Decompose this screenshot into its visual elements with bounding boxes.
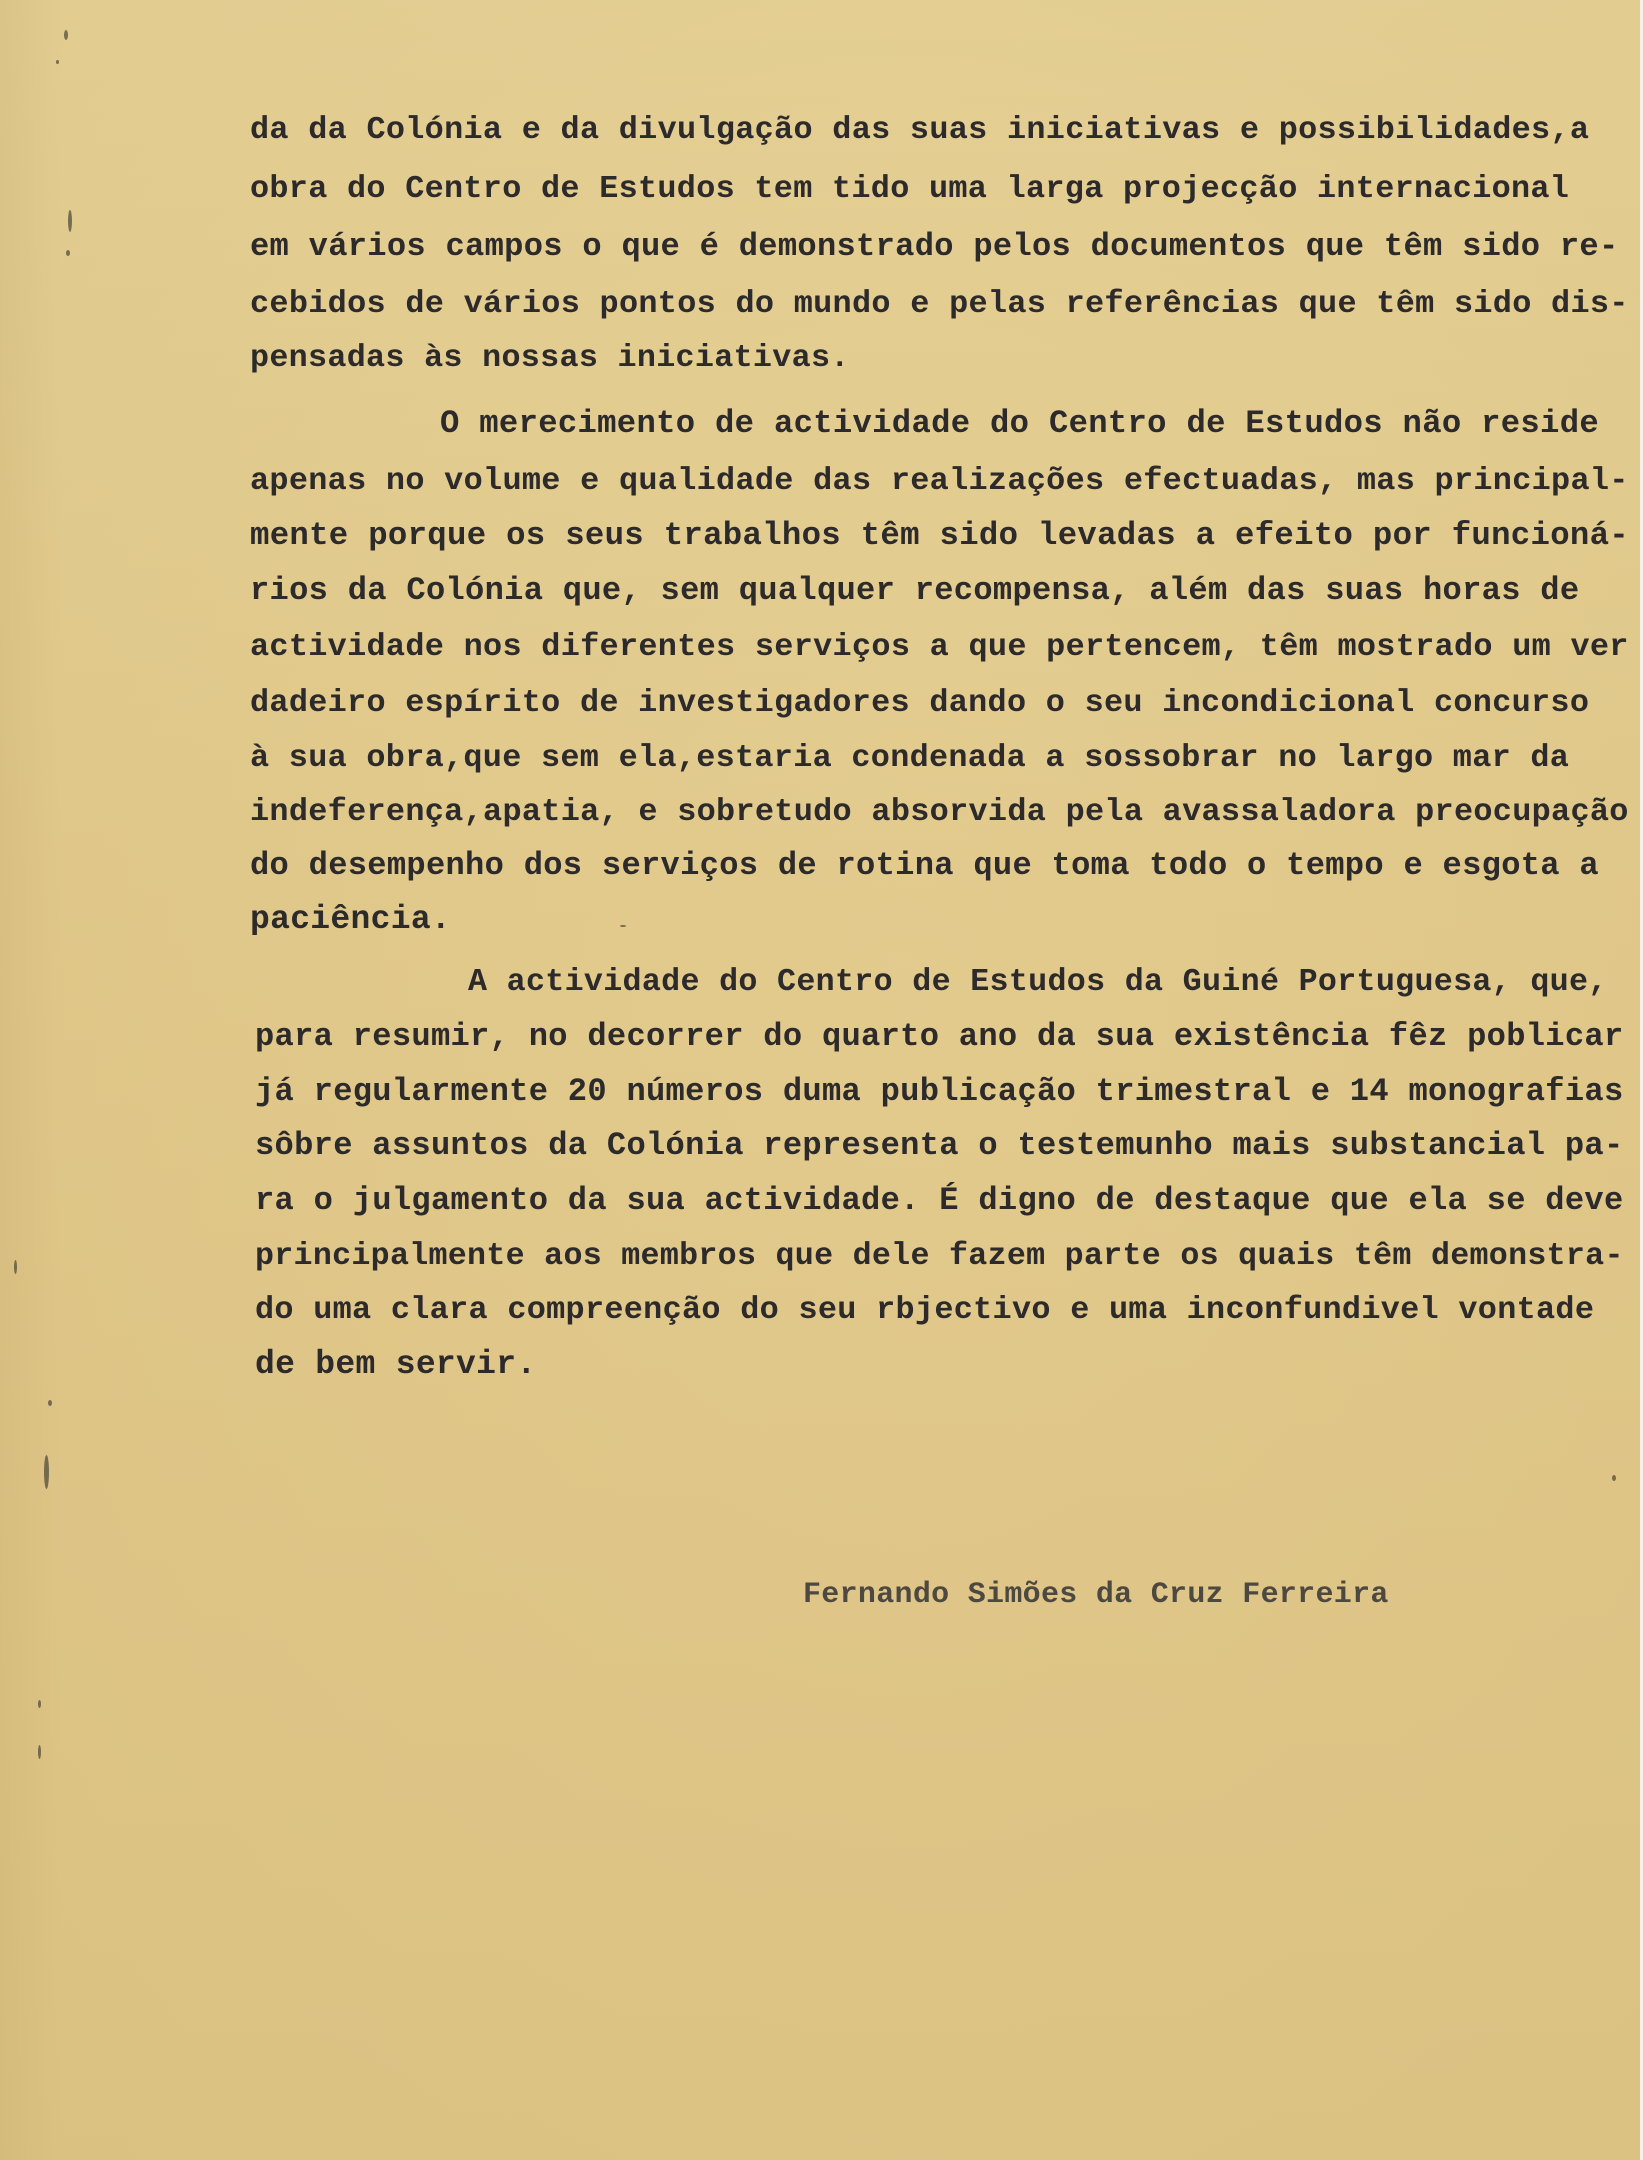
text-line: já regularmente 20 números duma publicação trimestral e 14 monografias bbox=[255, 1073, 1624, 1110]
text-line: pensadas às nossas iniciativas. bbox=[250, 340, 850, 376]
text-line: dadeiro espírito de investigadores dando o seu incondicional concurso bbox=[250, 684, 1590, 721]
text-line: ra o julgamento da sua actividade. É digno de destaque que ela se deve bbox=[255, 1182, 1624, 1219]
margin-speck bbox=[48, 1400, 52, 1406]
text-line: principalmente aos membros que dele fazem parte os quais têm demonstra- bbox=[255, 1238, 1624, 1274]
margin-speck bbox=[68, 210, 72, 232]
text-line: obra do Centro de Estudos tem tido uma larga projecção internacional bbox=[250, 171, 1570, 207]
margin-speck bbox=[66, 250, 70, 256]
text-line: mente porque os seus trabalhos têm sido levadas a efeito por funcioná- bbox=[250, 517, 1630, 554]
text-line: da da Colónia e da divulgação das suas iniciativas e possibilidades,a bbox=[250, 111, 1590, 148]
margin-speck bbox=[38, 1700, 41, 1708]
margin-speck bbox=[1612, 1475, 1616, 1481]
text-line: sôbre assuntos da Colónia representa o testemunho mais substancial pa- bbox=[255, 1127, 1624, 1164]
margin-speck bbox=[14, 1260, 17, 1274]
text-line: do uma clara compreenção do seu rbjectivo e uma inconfundivel vontade bbox=[255, 1291, 1595, 1328]
margin-speck bbox=[44, 1455, 49, 1489]
margin-speck bbox=[620, 925, 626, 927]
text-line: cebidos de vários pontos do mundo e pelas referências que têm sido dis- bbox=[250, 285, 1629, 322]
text-line: A actividade do Centro de Estudos da Guiné Portuguesa, que, bbox=[468, 964, 1608, 1000]
margin-speck bbox=[56, 60, 59, 64]
text-line: para resumir, no decorrer do quarto ano da sua existência fêz poblicar bbox=[255, 1018, 1624, 1055]
text-line: rios da Colónia que, sem qualquer recompensa, além das suas horas de bbox=[250, 572, 1580, 609]
signature-line: Fernando Simões da Cruz Ferreira bbox=[803, 1578, 1389, 1612]
text-line: à sua obra,que sem ela,estaria condenada a sossobrar no largo mar da bbox=[250, 740, 1570, 776]
text-line: O merecimento de actividade do Centro de Estudos não reside bbox=[440, 405, 1599, 442]
text-line: em vários campos o que é demonstrado pelos documentos que têm sido re- bbox=[250, 228, 1619, 265]
text-line: paciência. bbox=[250, 901, 452, 938]
text-line: de bem servir. bbox=[255, 1346, 537, 1383]
text-line: indeferença,apatia, e sobretudo absorvida pela avassaladora preocupação bbox=[250, 793, 1629, 830]
text-line: actividade nos diferentes serviços a que pertencem, têm mostrado um ver bbox=[250, 628, 1629, 665]
margin-speck bbox=[64, 30, 68, 40]
margin-speck bbox=[38, 1745, 41, 1759]
text-line: do desempenho dos serviços de rotina que toma todo o tempo e esgota a bbox=[250, 847, 1599, 884]
text-line: apenas no volume e qualidade das realizações efectuadas, mas principal- bbox=[250, 462, 1629, 499]
